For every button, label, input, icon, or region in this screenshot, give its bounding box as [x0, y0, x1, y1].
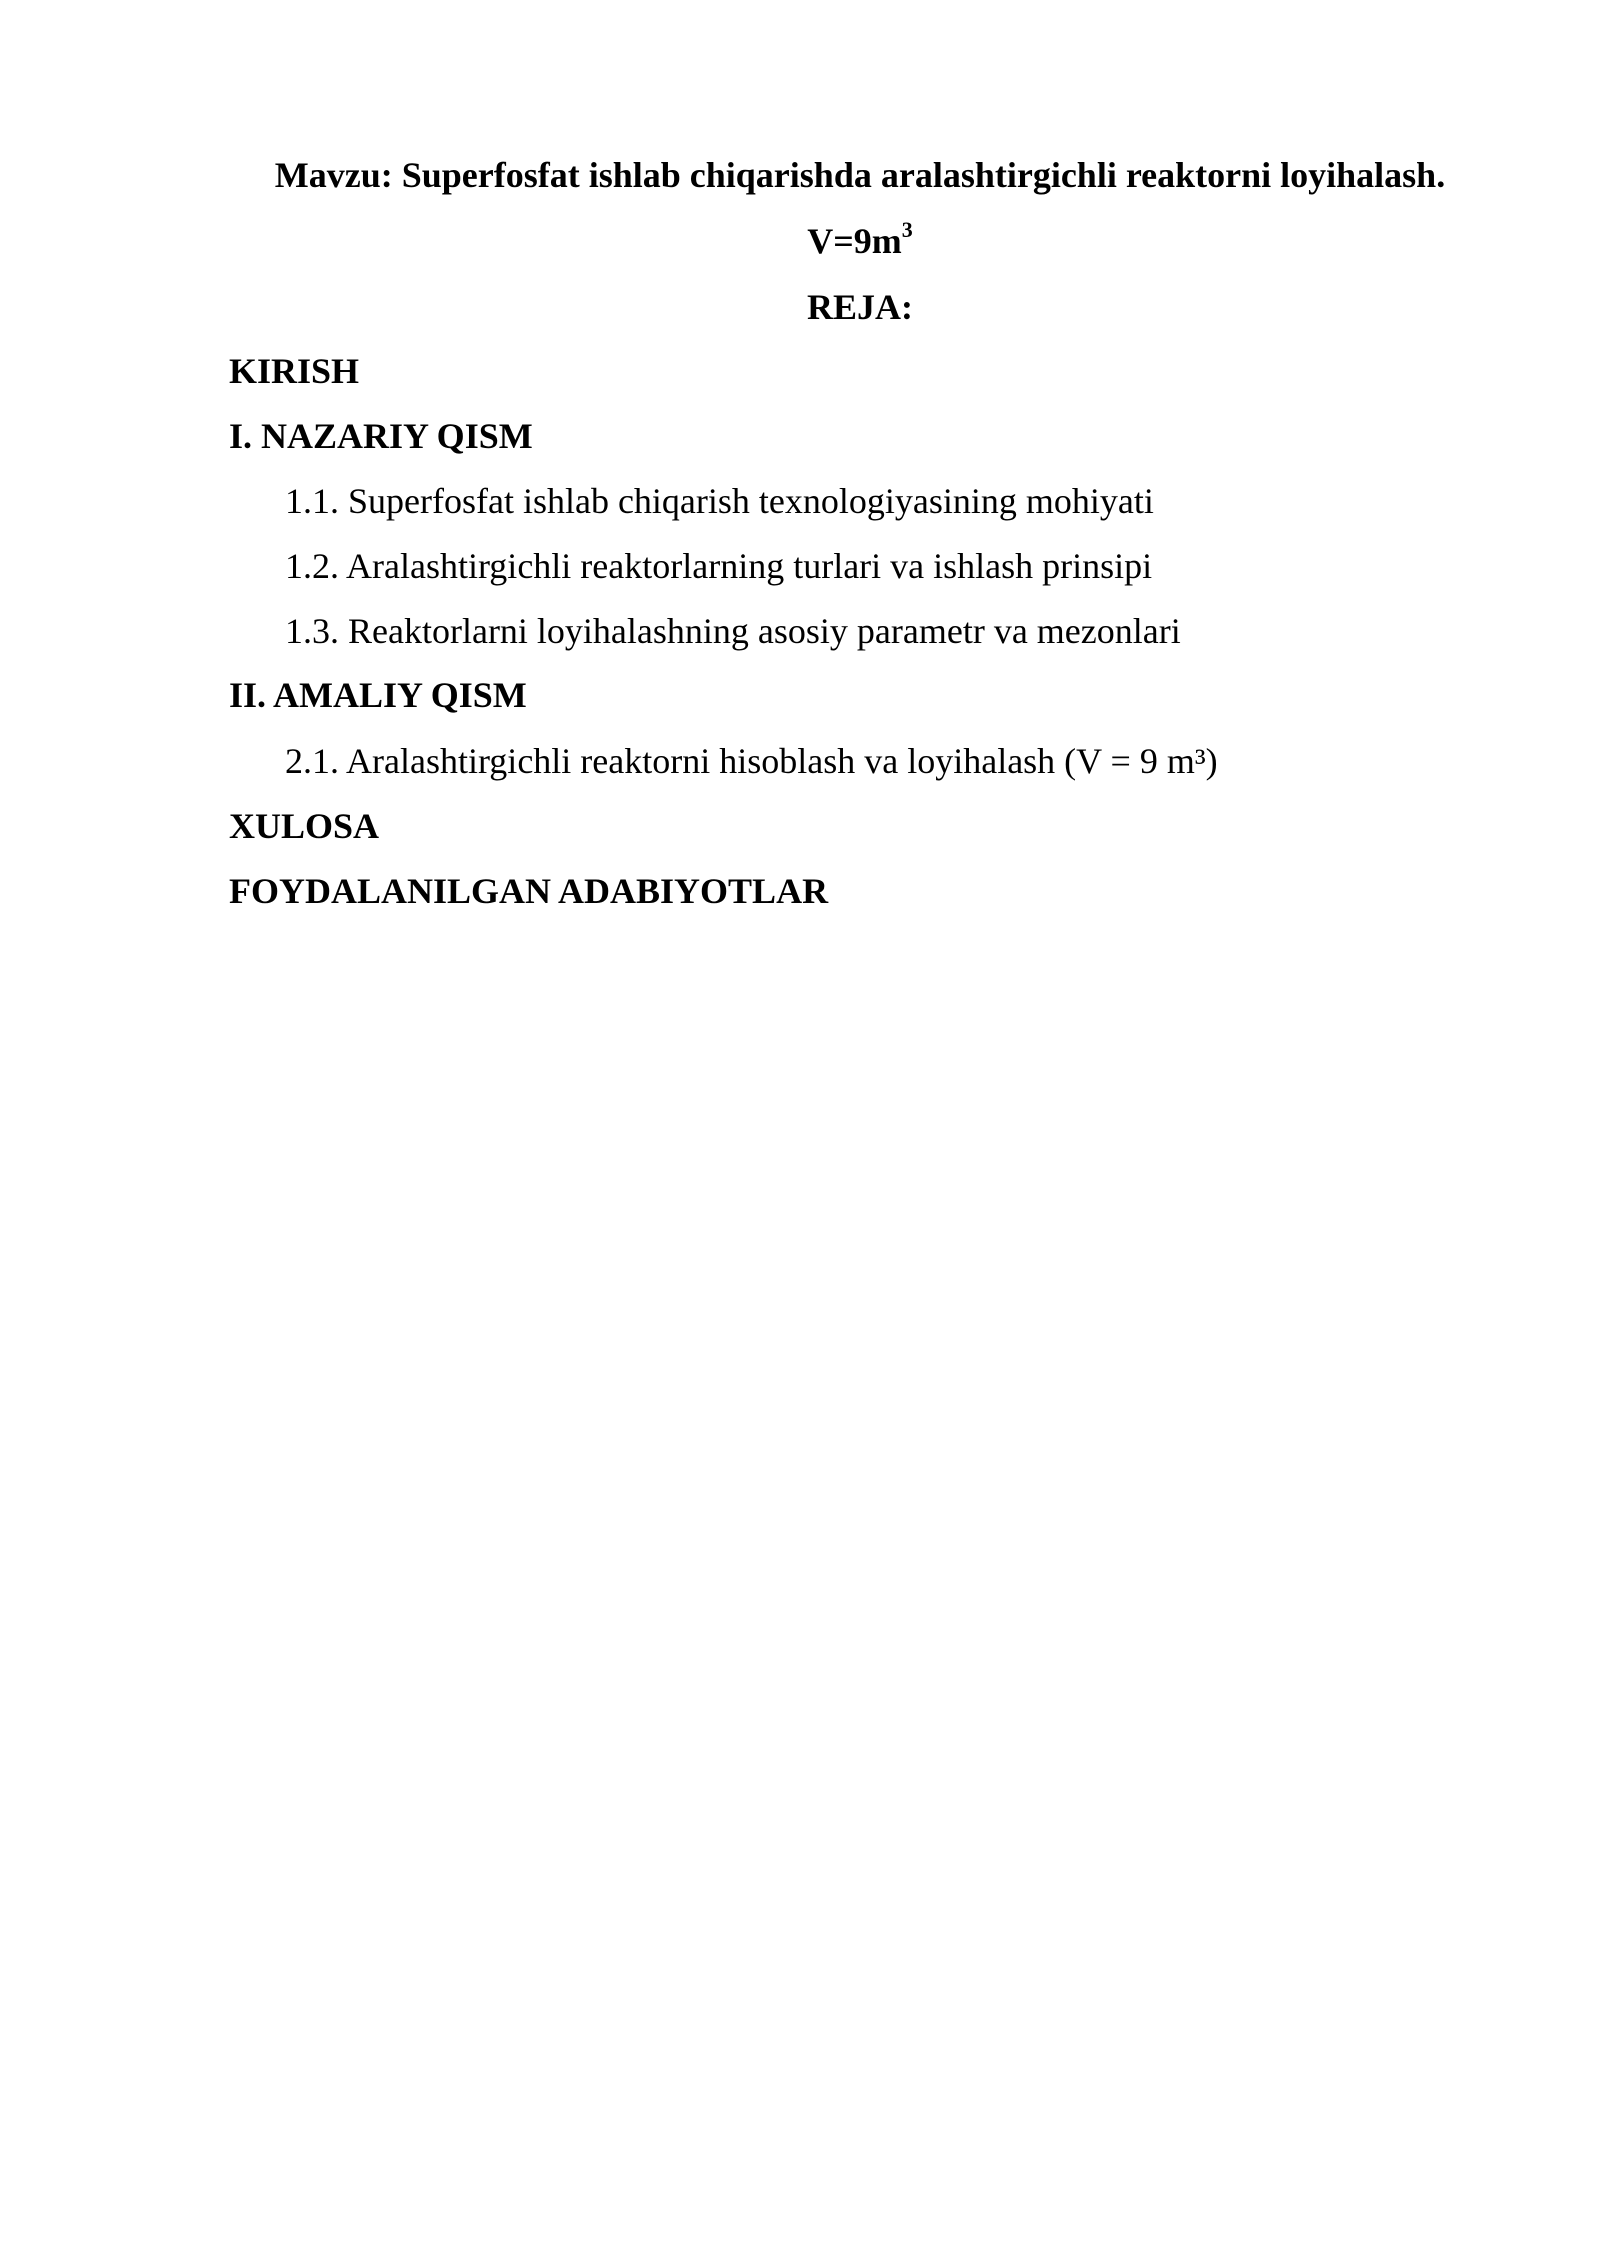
outline-part2-heading: II. AMALIY QISM: [229, 675, 527, 715]
outline-conclusion: XULOSA: [229, 806, 380, 846]
plan-heading: [0, 285, 1600, 329]
outline-item-2-1: 2.1. Aralashtirgichli reaktorni hisoblash va loyihalash (V = 9 m³): [285, 741, 1218, 781]
outline-item-1-2: 1.2. Aralashtirgichli reaktorlarning turlari va ishlash prinsipi: [285, 546, 1153, 586]
outline-intro: KIRISH: [229, 351, 360, 391]
outline-item-1-1: 1.1. Superfosfat ishlab chiqarish texnologiyasining mohiyati: [285, 481, 1154, 521]
volume-exponent: 3: [901, 217, 913, 242]
volume-line: [0, 219, 1600, 263]
plan-heading-text: REJA:: [807, 287, 913, 327]
topic-title-text: Mavzu: Superfosfat ishlab chiqarishda aralashtirgichli reaktorni loyihalash.: [274, 155, 1446, 195]
volume-base-text: V=9m: [807, 221, 902, 261]
outline-references: FOYDALANILGAN ADABIYOTLAR: [229, 871, 829, 911]
topic-title: [0, 153, 1600, 197]
outline-part1-heading: I. NAZARIY QISM: [229, 416, 533, 456]
outline-item-1-3: 1.3. Reaktorlarni loyihalashning asosiy parametr va mezonlari: [285, 611, 1181, 651]
